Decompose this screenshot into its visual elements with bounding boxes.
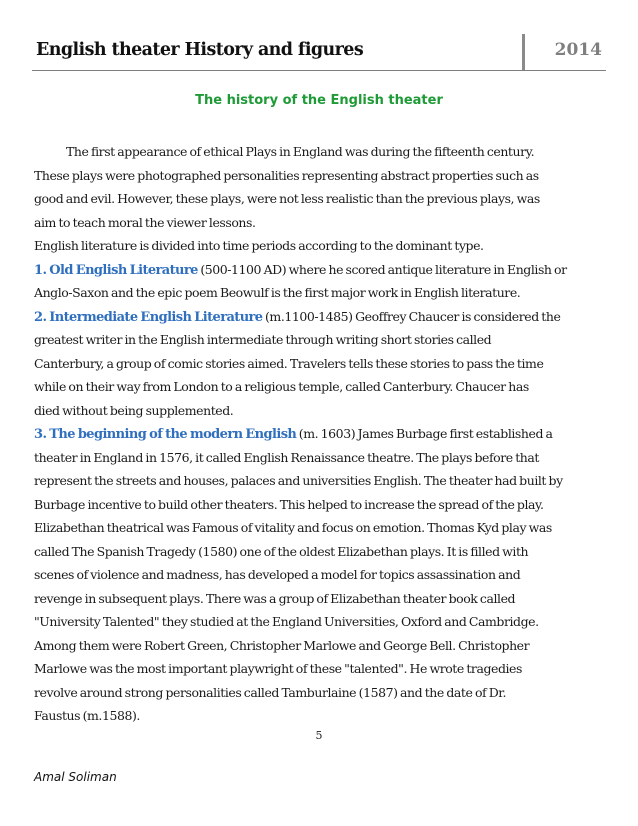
document-body — [34, 140, 594, 728]
body-line: died without being supplemented. — [34, 402, 234, 418]
body-line: Elizabethan theatrical was Famous of vitality and focus on emotion. Thomas Kyd play was — [34, 520, 552, 535]
footer-author: Amal Soliman — [34, 770, 117, 784]
body-line: Burbage incentive to build other theaters. This helped to increase the spread of the play. — [34, 496, 544, 512]
body-line: English literature is divided into time periods according to the dominant type. — [34, 238, 484, 253]
body-line: theater in England in 1576, it called English Renaissance theatre. The plays before that — [34, 449, 539, 465]
body-line: aim to teach moral the viewer lessons. — [34, 214, 256, 230]
body-text: (m. 1603) James Burbage first established a — [296, 426, 553, 441]
body-line: Marlowe was the most important playwright of these "talented". He wrote tragedies — [34, 661, 522, 676]
header-separator — [522, 34, 525, 70]
body-line: greatest writer in the English intermediate through writing short stories called — [34, 332, 492, 347]
section-1-title: 1. Old English Literature — [34, 262, 198, 278]
body-line: called The Spanish Tragedy (1580) one of the oldest Elizabethan plays. It is filled with — [34, 543, 529, 559]
body-line: revolve around strong personalities called Tamburlaine (1587) and the date of Dr. — [34, 684, 506, 700]
body-line: The first appearance of ethical Plays in England was during the fifteenth century. — [66, 144, 535, 159]
body-line: represent the streets and houses, palaces and universities English. The theater had built by — [34, 473, 563, 488]
body-line: These plays were photographed personalities representing abstract properties such as — [34, 167, 539, 183]
body-line: revenge in subsequent plays. There was a group of Elizabethan theater book called — [34, 590, 516, 606]
body-line: Among them were Robert Green, Christopher Marlowe and George Bell. Christopher — [34, 637, 530, 653]
section-heading: The history of the English theater — [195, 93, 443, 108]
section-3-title: 3. The beginning of the modern English — [34, 427, 297, 442]
header-rule — [32, 70, 606, 71]
section-2-title: 2. Intermediate English Literature — [34, 309, 263, 325]
body-text: (m.1100-1485) Geoffrey Chaucer is considered the — [262, 308, 561, 324]
page-header — [32, 34, 606, 74]
section-2-line — [34, 305, 594, 329]
section-1-line — [34, 258, 594, 282]
header-year: 2014 — [554, 40, 602, 60]
body-line: scenes of violence and madness, has developed a model for topics assassination and — [34, 567, 521, 582]
page-number: 5 — [315, 729, 323, 742]
header-title: English theater History and figures — [36, 40, 364, 60]
body-line: Faustus (m.1588). — [34, 708, 140, 723]
body-line: good and evil. However, these plays, were not less realistic than the previous plays, was — [34, 191, 540, 206]
section-3-line — [34, 422, 594, 446]
body-line: while on their way from London to a religious temple, called Canterbury. Chaucer has — [34, 379, 529, 394]
body-line: Anglo-Saxon and the epic poem Beowulf is the first major work in English literature. — [34, 285, 521, 300]
body-line: Canterbury, a group of comic stories aimed. Travelers tells these stories to pass the time — [34, 355, 544, 371]
body-text: (500-1100 AD) where he scored antique literature in English or — [197, 261, 567, 277]
body-line: "University Talented" they studied at the England Universities, Oxford and Cambridge. — [34, 614, 539, 629]
